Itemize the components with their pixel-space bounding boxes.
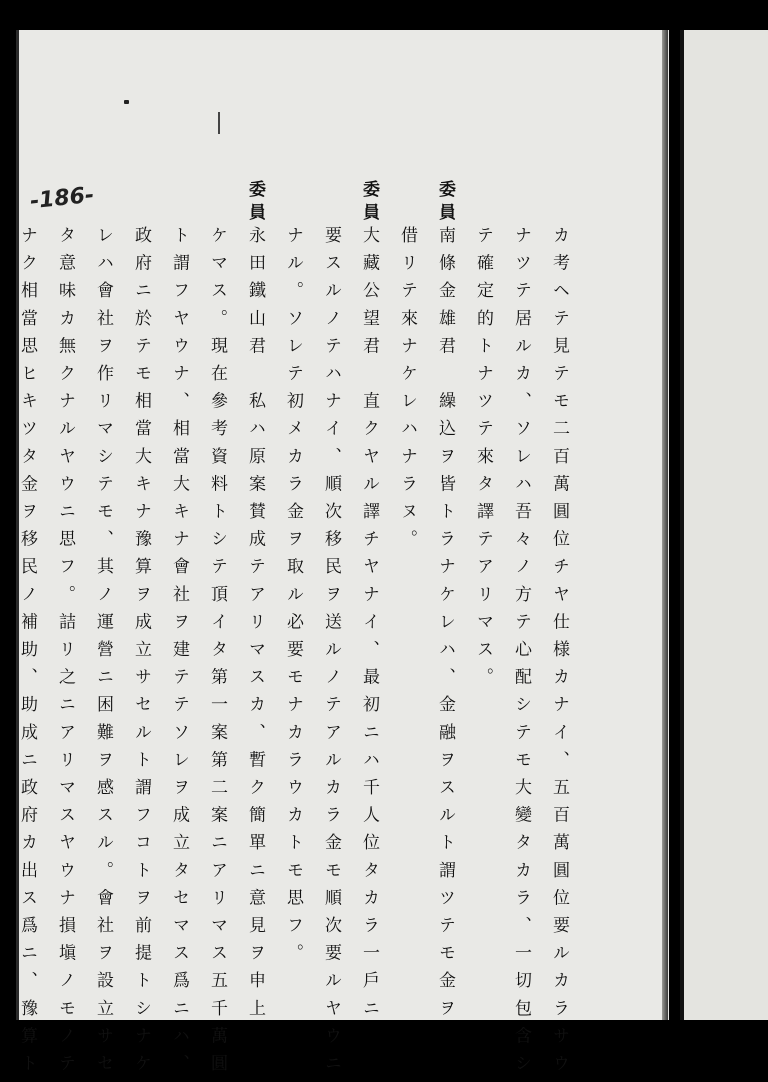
text-column-11: ト謂フヤウナ、相當大キナ會社ヲ建テテソレヲ成立タセマス爲ニハ、 [169,226,189,1082]
text-column-13: レハ會社ヲ作リマシテモ、其ノ運營ニ困難ヲ感スル。會社ヲ設立サセ [93,226,113,1082]
text-column-12: 政府ニ於テモ相當大キナ豫算ヲ成立サセルト謂フコトヲ前提トシナケ [131,226,151,1082]
text-column-7: 要スルノテハナイ、順次移民ヲ送ルノテアルカラ金モ順次要ルヤウニ [321,226,341,1082]
page-number: -186- [28,182,96,215]
text-column-1: カ考ヘテ見テモ二百萬圓位チヤ仕様カナイ、五百萬圓位要ルカラサウ [549,226,569,1082]
ink-speck [124,100,129,104]
speaker-label-2: 委員 [359,180,379,226]
text-column-6: 大藏公望君 直クヤル譯チヤナイ、最初ニハ千人位タカラ一戶ニ [359,226,379,1027]
adjacent-page-edge [680,30,768,1020]
text-column-15: ナク相當思ヒキツタ金ヲ移民ノ補助、助成ニ政府カ出ス爲ニ、豫算ト [17,226,37,1082]
text-column-10: ケマス。現在參考資料トシテ頂イタ第一案第二案ニアリマス五千萬圓 [207,226,227,1082]
speaker-label-1: 委員 [435,180,455,226]
page-fold [662,30,668,1020]
text-column-14: タ意味カ無クナルヤウニ思フ。詰リ之ニアリマスヤウナ損塡ノモノテ [55,226,75,1082]
text-column-3: テ確定的トナツテ來タ譯テアリマス。 [473,226,493,696]
ink-mark [218,112,220,134]
speaker-label-3: 委員 [245,180,265,226]
text-column-5: 借リテ來ナケレハナラヌ。 [397,226,417,558]
text-column-4: 南條金雄君 繰込ヲ皆トラナケレハ、金融ヲスルト謂ツテモ金ヲ [435,226,455,1027]
text-column-9: 永田鐵山君 私ハ原案賛成テアリマスカ、暫ク簡單ニ意見ヲ申上 [245,226,265,1027]
text-column-2: ナツテ居ルカ、ソレハ吾々ノ方テ心配シテモ大變タカラ、一切包含シ [511,226,531,1082]
text-column-8: ナル。ソレテ初メカラ金ヲ取ル必要モナカラウカトモ思フ。 [283,226,303,972]
